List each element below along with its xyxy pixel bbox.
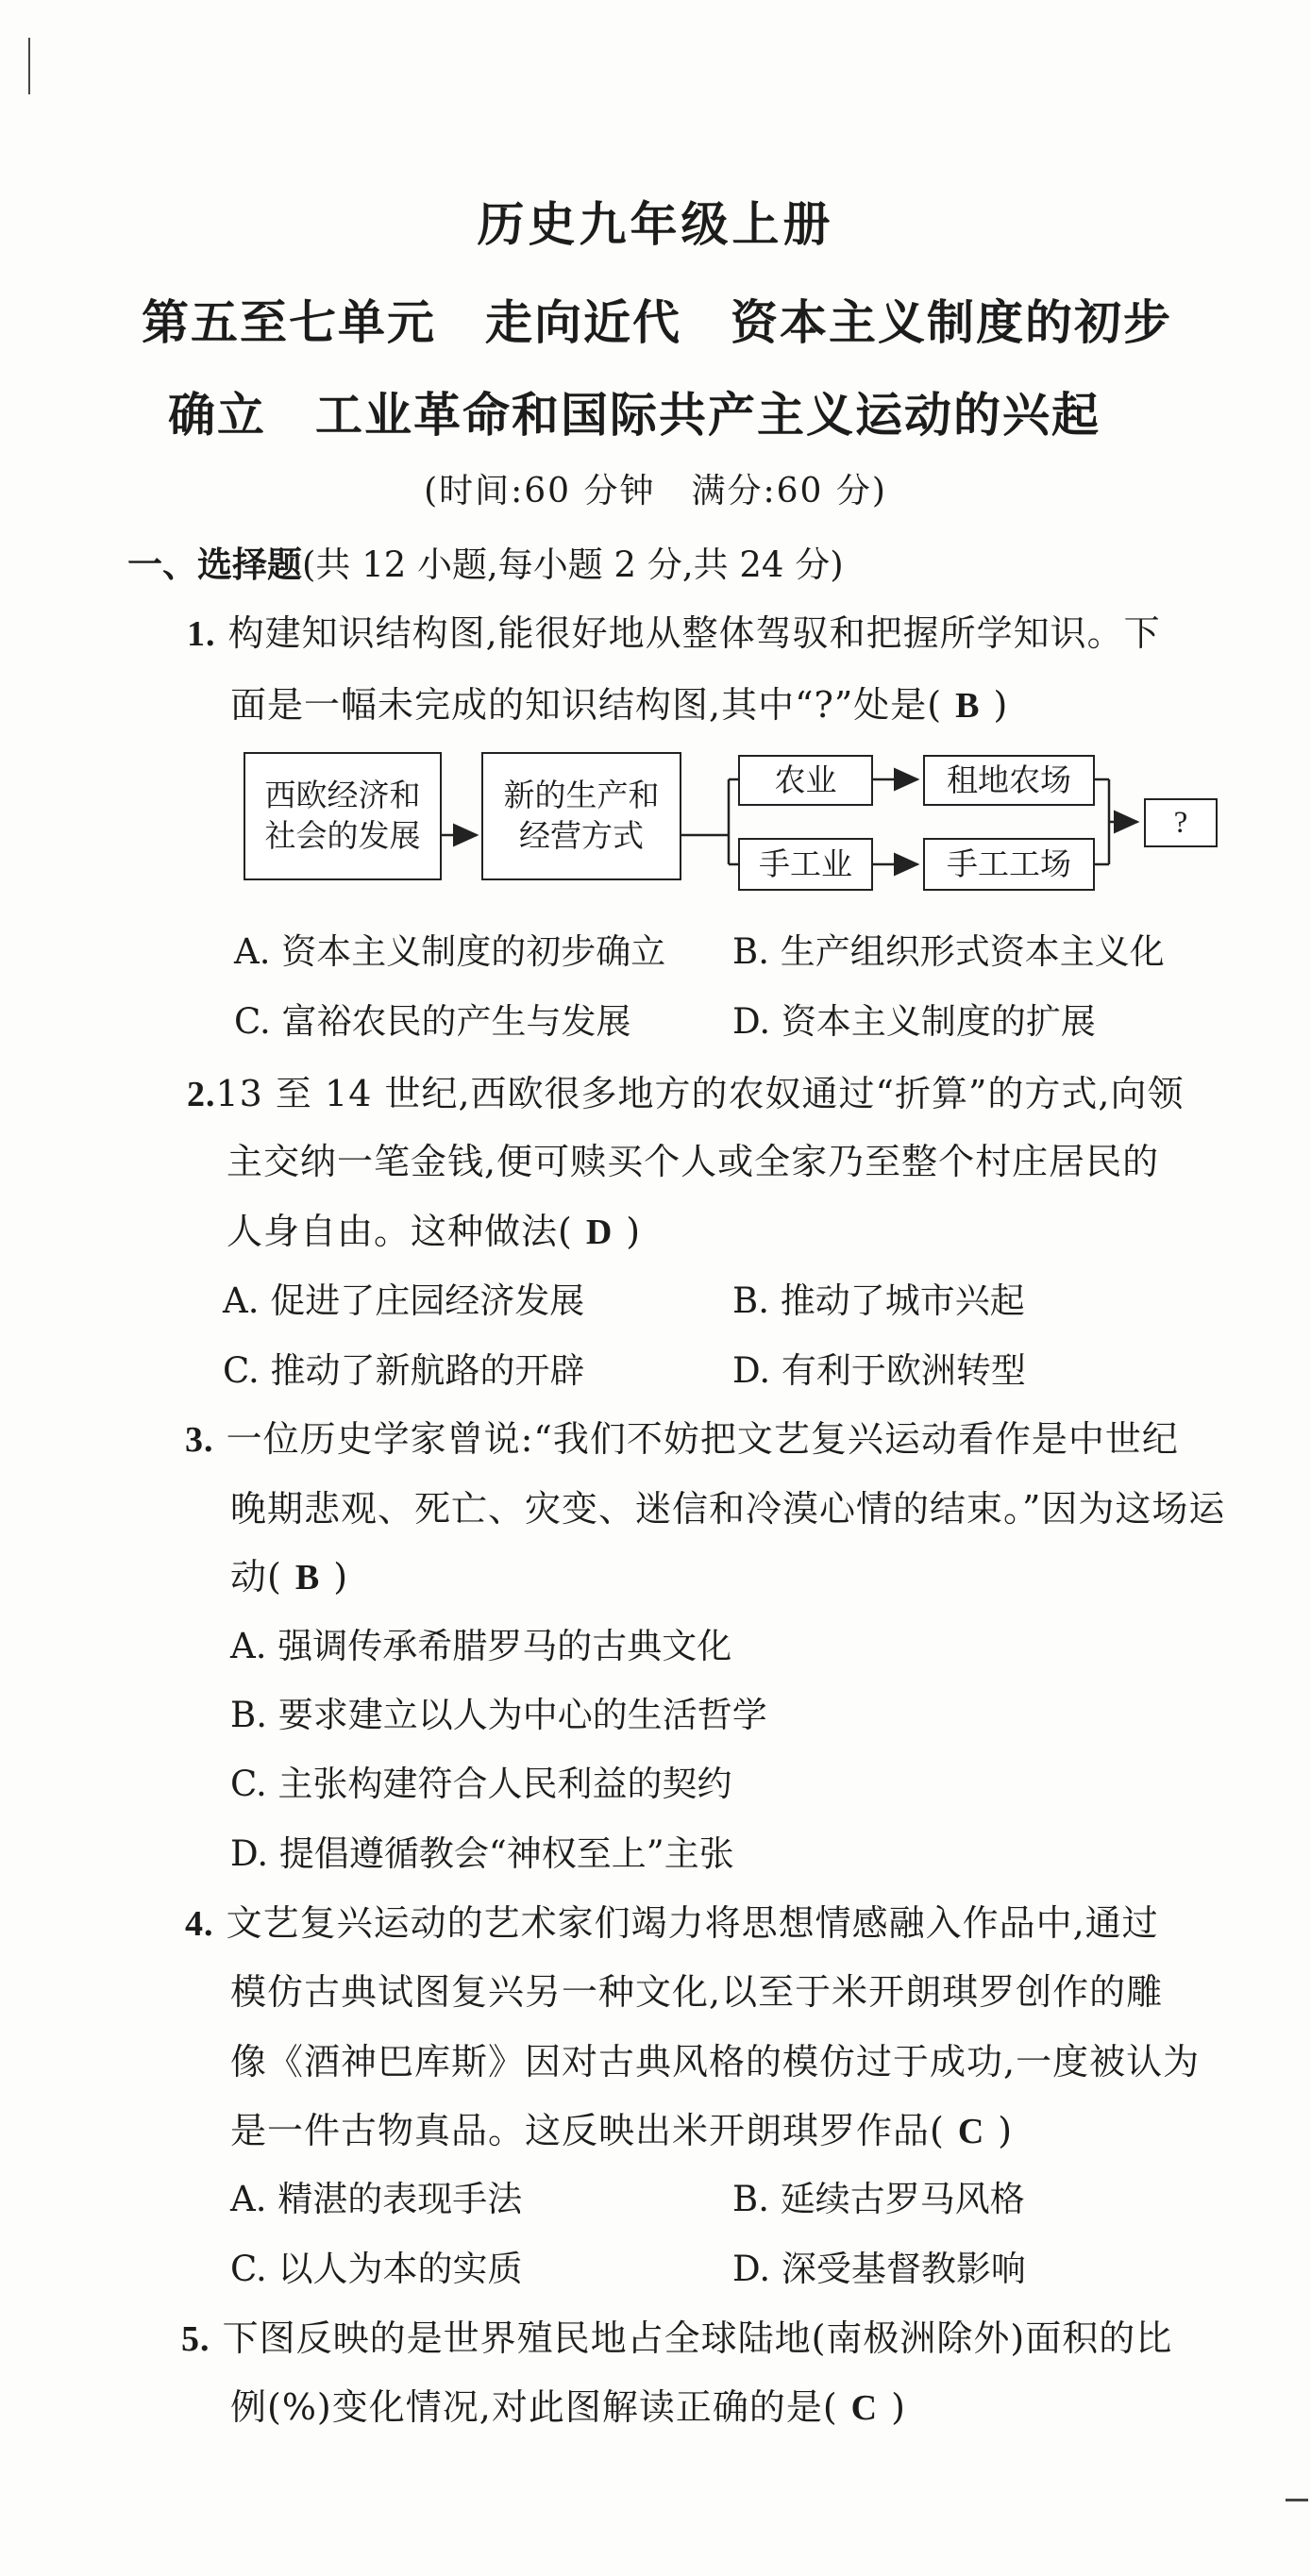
- diagram-box-economy: 西欧经济和社会的发展: [244, 752, 442, 880]
- q4-line1: [185, 1894, 1159, 1946]
- q4-option-d[interactable]: D. 深受基督教影响: [732, 2249, 1026, 2289]
- q1-option-c[interactable]: C. 富裕农民的产生与发展: [234, 1001, 631, 1042]
- q1-text2: 面是一幅未完成的知识结构图,其中“?”处是(: [230, 684, 943, 726]
- q2-line3: [227, 1202, 641, 1254]
- q1-answer: B: [955, 686, 981, 726]
- q5-line2: [230, 2378, 906, 2430]
- q2-answer: D: [585, 1213, 613, 1252]
- book-title: 历史九年级上册: [477, 196, 834, 252]
- q2-option-d[interactable]: D. 有利于欧洲转型: [732, 1350, 1026, 1391]
- q5-close: ): [891, 2386, 906, 2428]
- q5-text1: 下图反映的是世界殖民地占全球陆地(南极洲除外)面积的比: [222, 2317, 1173, 2359]
- q2-line2: 主交纳一笔金钱,便可赎买个人或全家乃至整个村庄居民的: [227, 1141, 1160, 1182]
- q3-close: ): [333, 1556, 349, 1597]
- q3-option-a[interactable]: A. 强调传承希腊罗马的古典文化: [230, 1626, 732, 1666]
- diagram-box-agriculture: 农业: [738, 755, 873, 806]
- q4-answer: C: [957, 2112, 985, 2151]
- q2-close: ): [626, 1211, 642, 1252]
- q1-number: 1.: [187, 614, 216, 654]
- diagram-box-unknown: ?: [1144, 798, 1218, 847]
- q2-text1: 13 至 14 世纪,西欧很多地方的农奴通过“折算”的方式,向领: [215, 1073, 1185, 1114]
- diagram-box-leased-farm: 租地农场: [923, 755, 1095, 806]
- q4-close: ): [998, 2110, 1014, 2151]
- q2-option-c[interactable]: C. 推动了新航路的开辟: [223, 1350, 585, 1391]
- q3-option-b[interactable]: B. 要求建立以人为中心的生活哲学: [230, 1695, 767, 1735]
- q2-option-a[interactable]: A. 促进了庄园经济发展: [223, 1280, 585, 1321]
- q5-text2: 例(%)变化情况,对此图解读正确的是(: [230, 2386, 838, 2428]
- q3-answer: B: [294, 1558, 321, 1597]
- q5-answer: C: [850, 2388, 879, 2428]
- q1-option-a[interactable]: A. 资本主义制度的初步确立: [234, 931, 666, 972]
- q4-line3: 像《酒神巴库斯》因对古典风格的模仿过于成功,一度被认为: [230, 2041, 1201, 2083]
- q2-line1: [187, 1064, 1184, 1116]
- q3-text3: 动(: [230, 1556, 282, 1597]
- section-desc: (共 12 小题,每小题 2 分,共 24 分): [302, 544, 844, 585]
- unit-title-line2: 确立 工业革命和国际共产主义运动的兴起: [168, 387, 1101, 443]
- q4-text4: 是一件古物真品。这反映出米开朗琪罗作品(: [230, 2110, 945, 2151]
- q2-text3: 人身自由。这种做法(: [227, 1211, 573, 1252]
- scan-edge-mark-bottom: [1286, 2499, 1308, 2501]
- q1-option-d[interactable]: D. 资本主义制度的扩展: [732, 1001, 1096, 1042]
- diagram-box-production: 新的生产和经营方式: [481, 752, 681, 880]
- q2-option-b[interactable]: B. 推动了城市兴起: [732, 1280, 1025, 1321]
- q5-number: 5.: [181, 2319, 210, 2359]
- diagram-box-handicraft: 手工业: [738, 838, 873, 891]
- diagram-box-workshop: 手工工场: [923, 838, 1095, 891]
- q3-option-c[interactable]: C. 主张构建符合人民利益的契约: [230, 1764, 732, 1804]
- q4-line2: 模仿古典试图复兴另一种文化,以至于米开朗琪罗创作的雕: [230, 1971, 1164, 2013]
- time-info: (时间:60 分钟 满分:60 分): [424, 472, 887, 510]
- unit-title-line1: 第五至七单元 走向近代 资本主义制度的初步: [142, 294, 1172, 350]
- q3-line1: [185, 1410, 1179, 1462]
- q4-text1: 文艺复兴运动的艺术家们竭力将思想情感融入作品中,通过: [226, 1902, 1159, 1944]
- q3-text1: 一位历史学家曾说:“我们不妨把文艺复兴运动看作是中世纪: [226, 1418, 1179, 1460]
- q4-option-b[interactable]: B. 延续古罗马风格: [732, 2179, 1025, 2219]
- q3-number: 3.: [185, 1420, 214, 1460]
- q2-number: 2.: [187, 1075, 216, 1114]
- section-label: 一、选择题: [127, 544, 302, 585]
- q1-option-b[interactable]: B. 生产组织形式资本主义化: [732, 931, 1165, 972]
- q4-option-c[interactable]: C. 以人为本的实质: [230, 2249, 523, 2289]
- scan-edge-mark: [28, 38, 30, 94]
- q5-line1: [181, 2309, 1172, 2361]
- q3-option-d[interactable]: D. 提倡遵循教会“神权至上”主张: [230, 1833, 734, 1874]
- q4-number: 4.: [185, 1904, 214, 1944]
- q3-line2: 晚期悲观、死亡、灾变、迷信和冷漠心情的结束。”因为这场运: [230, 1488, 1226, 1530]
- q1-close: ): [993, 684, 1009, 726]
- q4-option-a[interactable]: A. 精湛的表现手法: [230, 2179, 523, 2219]
- q1-text1: 构建知识结构图,能很好地从整体驾驭和把握所学知识。下: [227, 612, 1161, 654]
- q4-line4: [230, 2101, 1013, 2153]
- q3-line3: [230, 1547, 348, 1599]
